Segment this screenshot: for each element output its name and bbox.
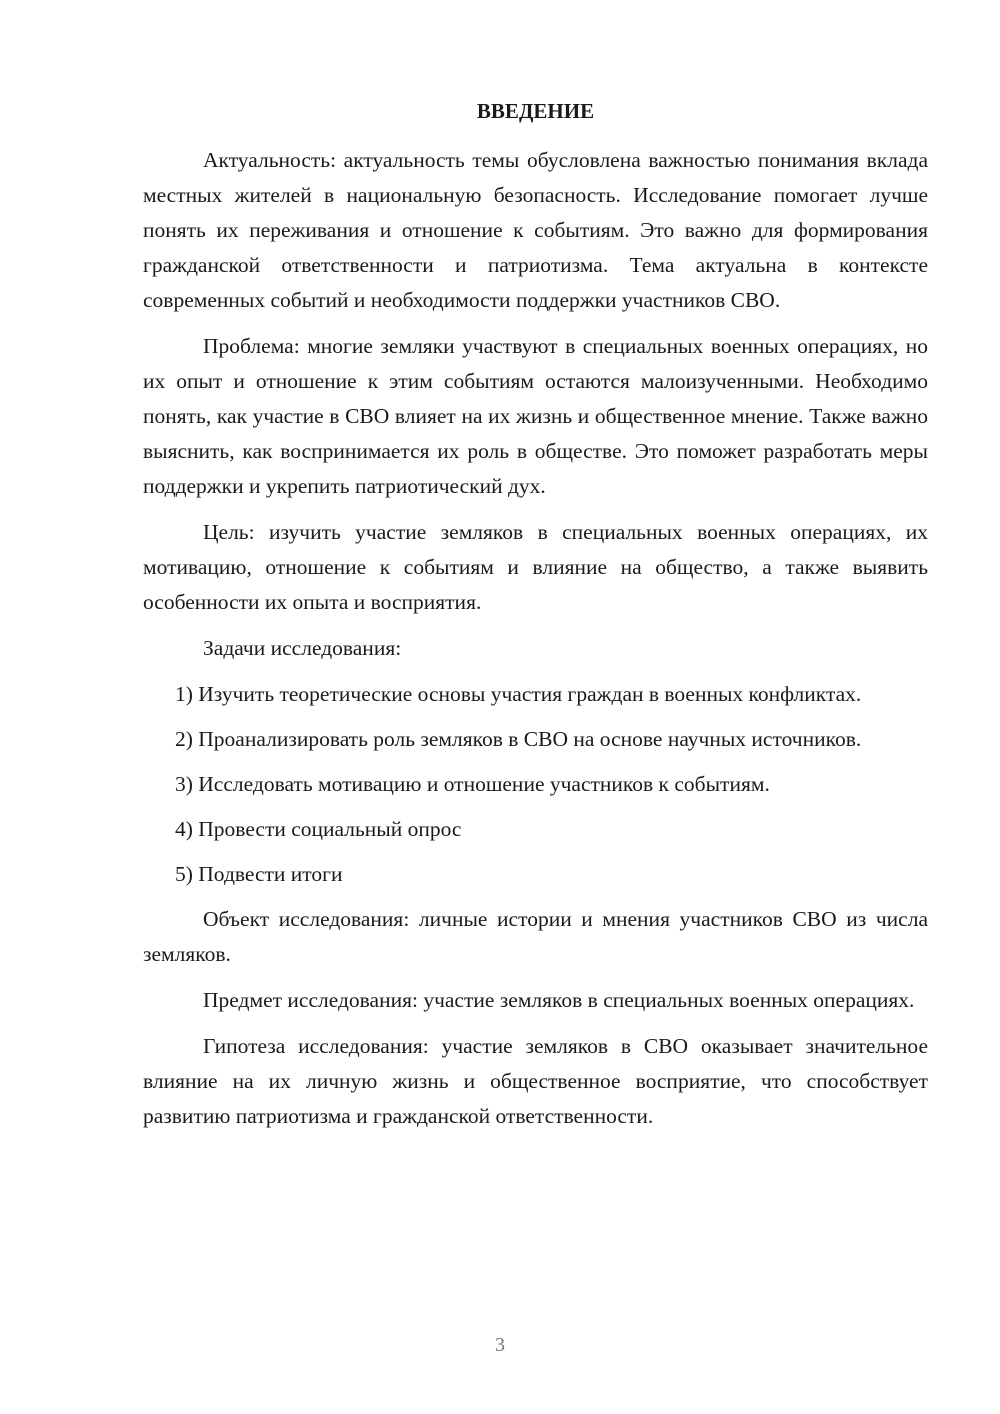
section-title: ВВЕДЕНИЕ	[476, 99, 595, 123]
goal-paragraph: Цель: изучить участие земляков в специальных военных операциях, их мотивацию, отношение к событиям и влияние на общество, а также выявить особенности их опыта и восприятия.	[143, 520, 928, 614]
subject-paragraph: Предмет исследования: участие земляков в специальных военных операциях.	[203, 988, 915, 1012]
problem-paragraph: Проблема: многие земляки участвуют в специальных военных операциях, но их опыт и отношение к этим событиям остаются малоизученными. Необходимо понять, как участие в СВО влияет на их жизнь и общественное мнение. Также важно выяснить, как воспринимается их роль в обществе. Это поможет разработать меры поддержки и укрепить патриотический дух.	[143, 334, 928, 498]
list-item: 1) Изучить теоретические основы участия граждан в военных конфликтах.	[175, 682, 862, 706]
document-page	[143, 94, 928, 1145]
list-item: 4) Провести социальный опрос	[175, 817, 462, 841]
list-item: 5) Подвести итоги	[175, 862, 343, 886]
list-item: 2) Проанализировать роль земляков в СВО на основе научных источников.	[175, 727, 862, 751]
list-item: 3) Исследовать мотивацию и отношение участников к событиям.	[175, 772, 770, 796]
object-paragraph: Объект исследования: личные истории и мнения участников СВО из числа земляков.	[143, 907, 928, 966]
tasks-list	[143, 677, 928, 892]
tasks-heading: Задачи исследования:	[203, 636, 402, 660]
relevance-paragraph: Актуальность: актуальность темы обусловлена важностью понимания вклада местных жителей в национальную безопасность. Исследование помогает лучше понять их переживания и отношение к событиям. Это важно для формирования гражданской ответственности и патриотизма. Тема актуальна в контексте современных событий и необходимости поддержки участников СВО.	[143, 148, 928, 312]
page-number: 3	[495, 1334, 505, 1356]
hypothesis-paragraph: Гипотеза исследования: участие земляков в СВО оказывает значительное влияние на их личную жизнь и общественное восприятие, что способствует развитию патриотизма и гражданской ответственности.	[143, 1034, 928, 1128]
